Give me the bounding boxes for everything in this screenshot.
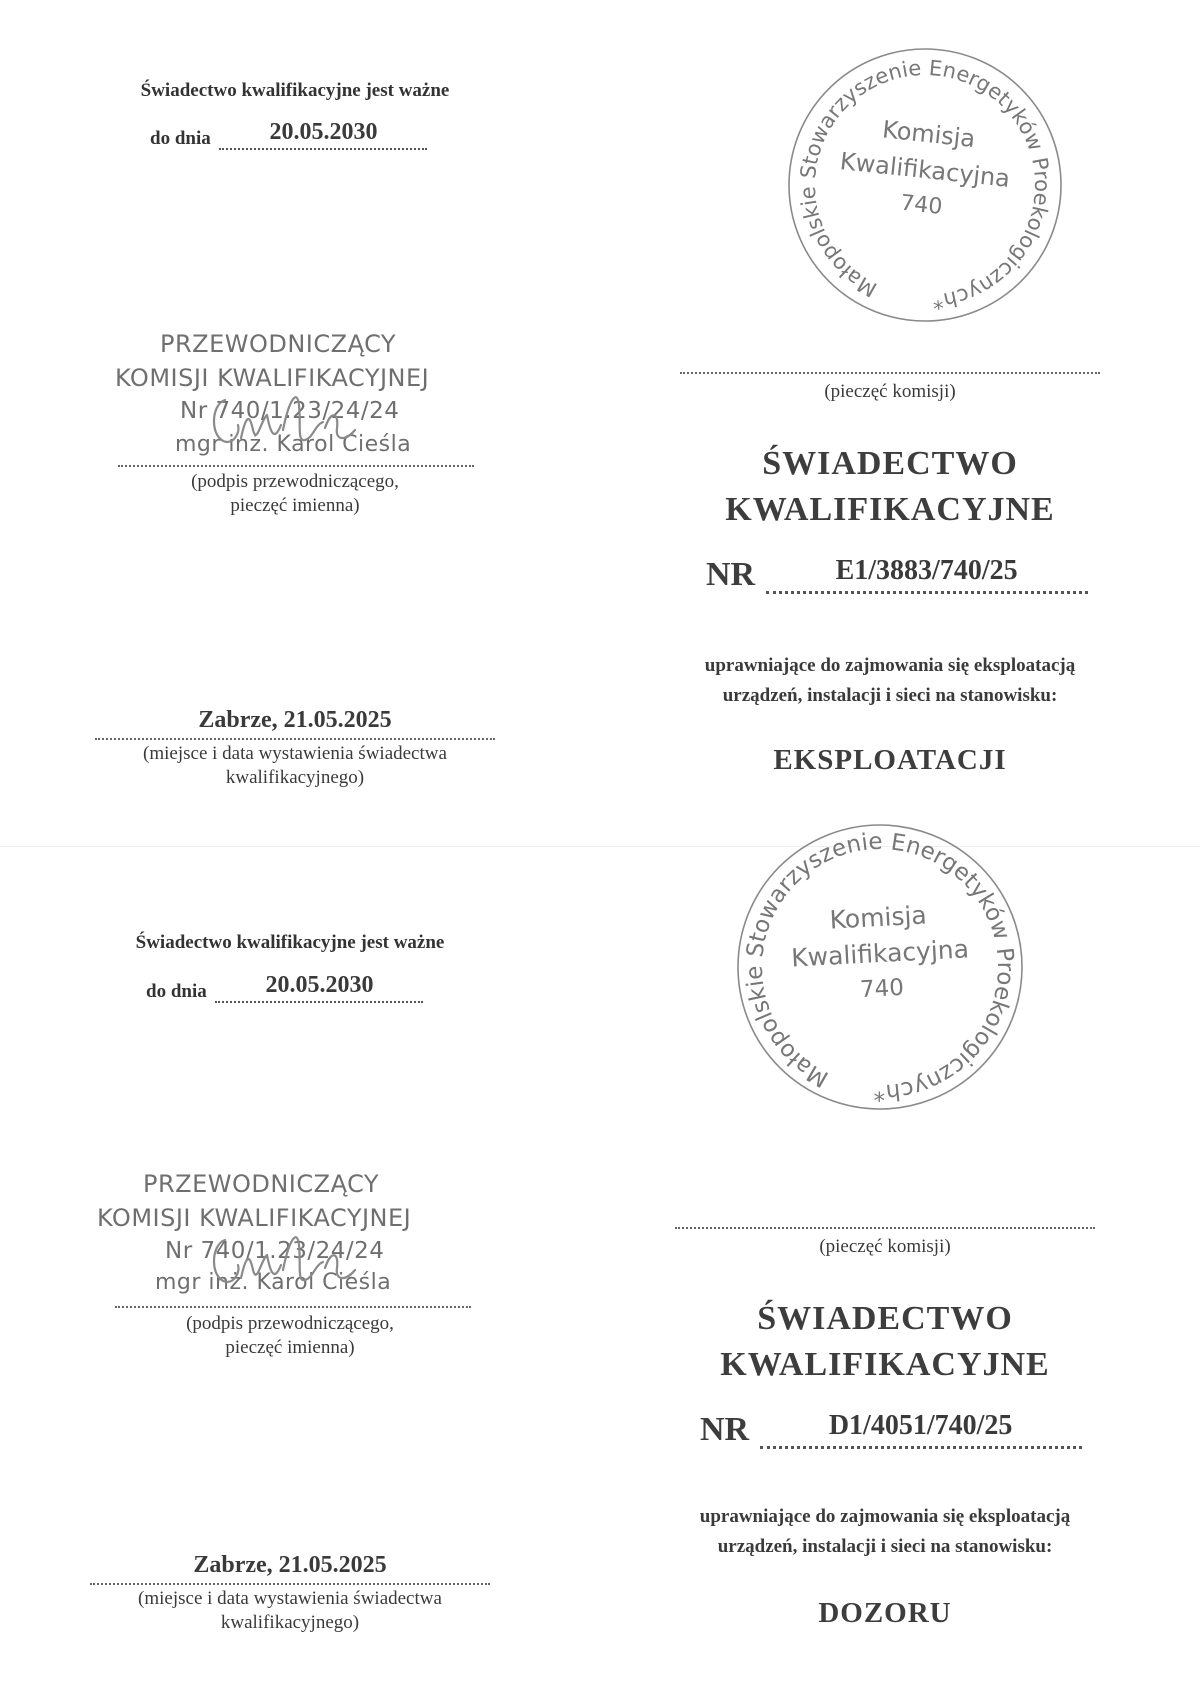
certificate-number-line bbox=[706, 556, 1088, 594]
certificate-number-line bbox=[700, 1411, 1082, 1449]
issue-caption bbox=[80, 742, 510, 790]
seal-center-line-2: Kwalifikacyjna bbox=[838, 147, 1012, 193]
issue-caption-line-1: (miejsce i data wystawienia świadectwa bbox=[138, 1588, 442, 1609]
signature-caption bbox=[100, 470, 490, 518]
stamp-line-name: mgr inż. Karol Cieśla bbox=[175, 432, 412, 457]
permission-line-2: urządzeń, instalacji i sieci na stanowisku: bbox=[717, 1536, 1053, 1557]
permission-line-2: urządzeń, instalacji i sieci na stanowisku: bbox=[722, 685, 1058, 706]
seal-ring-text: Małopolskie Stowarzyszenie Energetyków Proekologicznych* bbox=[741, 828, 1019, 1106]
issue-place-line bbox=[95, 738, 495, 740]
seal-center-line-1: Komisja bbox=[880, 115, 977, 153]
signature-caption-line-2: pieczęć imienna) bbox=[230, 495, 360, 516]
issue-caption-line-1: (miejsce i data wystawienia świadectwa bbox=[143, 743, 447, 764]
certificate-number-value: E1/3883/740/25 bbox=[835, 555, 1018, 586]
certificate-title-line-2: KWALIFIKACYJNE bbox=[725, 491, 1055, 528]
commission-seal bbox=[730, 822, 1030, 1112]
valid-until-line bbox=[150, 119, 427, 150]
issue-caption-line-2: kwalifikacyjnego) bbox=[225, 767, 365, 788]
permission-text bbox=[640, 651, 1140, 711]
chairman-signature bbox=[205, 370, 375, 460]
certificate-number-label: NR bbox=[700, 1411, 750, 1448]
certificate-number-value: D1/4051/740/25 bbox=[828, 1410, 1013, 1441]
valid-until-date: 20.05.2030 bbox=[265, 972, 374, 998]
certificate-title bbox=[615, 1296, 1155, 1388]
issue-place-date: Zabrze, 21.05.2025 bbox=[198, 707, 392, 733]
seal-caption: (pieczęć komisji) bbox=[819, 1236, 951, 1257]
valid-until-field bbox=[215, 972, 423, 1003]
signature-caption bbox=[95, 1312, 485, 1360]
seal-center-line-3: 740 bbox=[859, 974, 905, 1004]
valid-until-date: 20.05.2030 bbox=[269, 119, 378, 145]
position-name: EKSPLOATACJI bbox=[773, 744, 1007, 776]
valid-until-label: do dnia bbox=[150, 128, 211, 149]
validity-statement: Świadectwo kwalifikacyjne jest ważne bbox=[135, 932, 445, 953]
certificate-number-field bbox=[760, 1410, 1082, 1449]
signature-line bbox=[118, 465, 474, 467]
stamp-line-title: PRZEWODNICZĄCY bbox=[143, 1170, 380, 1198]
certificate-number-field bbox=[766, 555, 1088, 594]
issue-caption-line-2: kwalifikacyjnego) bbox=[220, 1612, 360, 1633]
seal-line bbox=[680, 372, 1100, 374]
valid-until-label: do dnia bbox=[146, 981, 207, 1002]
signature-caption-line-2: pieczęć imienna) bbox=[225, 1337, 355, 1358]
stamp-line-number: Nr 740/1.23/24/24 bbox=[165, 1238, 385, 1264]
certificate-title-line-1: ŚWIADECTWO bbox=[762, 445, 1018, 482]
seal-center-line-3: 740 bbox=[899, 190, 944, 220]
valid-until-field bbox=[219, 119, 427, 150]
certificate-card-eksploatacji bbox=[0, 0, 1200, 846]
issue-place-date: Zabrze, 21.05.2025 bbox=[193, 1552, 387, 1578]
stamp-line-number: Nr 740/1.23/24/24 bbox=[180, 398, 400, 424]
position-name: DOZORU bbox=[818, 1597, 952, 1629]
stamp-line-commission: KOMISJI KWALIFIKACYJNEJ bbox=[115, 364, 430, 392]
issue-place-line bbox=[90, 1583, 490, 1585]
signature-caption-line-1: (podpis przewodniczącego, bbox=[186, 1313, 394, 1334]
certificate-card-dozoru bbox=[0, 828, 1200, 1693]
seal-line bbox=[675, 1227, 1095, 1229]
permission-text bbox=[635, 1502, 1135, 1562]
signature-line bbox=[115, 1306, 471, 1308]
certificate-title-line-2: KWALIFIKACYJNE bbox=[720, 1346, 1050, 1383]
valid-until-line bbox=[146, 972, 423, 1003]
stamp-line-commission: KOMISJI KWALIFIKACYJNEJ bbox=[97, 1204, 412, 1232]
commission-seal bbox=[775, 40, 1075, 330]
certificate-number-label: NR bbox=[706, 556, 756, 593]
signature-caption-line-1: (podpis przewodniczącego, bbox=[191, 471, 399, 492]
issue-caption bbox=[75, 1587, 505, 1635]
seal-center-line-2: Kwalifikacyjna bbox=[790, 934, 970, 973]
seal-caption: (pieczęć komisji) bbox=[824, 381, 956, 402]
stamp-line-name: mgr inż. Karol Cieśla bbox=[155, 1270, 392, 1295]
seal-ring-text: Małopolskie Stowarzyszenie Energetyków Proekologicznych* bbox=[795, 55, 1055, 314]
permission-line-1: uprawniające do zajmowania się eksploatacją bbox=[699, 1506, 1071, 1527]
seal-center-line-1: Komisja bbox=[828, 900, 928, 935]
certificate-title-line-1: ŚWIADECTWO bbox=[757, 1300, 1013, 1337]
validity-statement: Świadectwo kwalifikacyjne jest ważne bbox=[140, 80, 450, 101]
permission-line-1: uprawniające do zajmowania się eksploatacją bbox=[704, 655, 1076, 676]
chairman-signature bbox=[205, 1210, 375, 1300]
stamp-line-title: PRZEWODNICZĄCY bbox=[160, 330, 397, 358]
seal-outer-ring bbox=[789, 49, 1061, 321]
certificate-title bbox=[620, 441, 1160, 533]
